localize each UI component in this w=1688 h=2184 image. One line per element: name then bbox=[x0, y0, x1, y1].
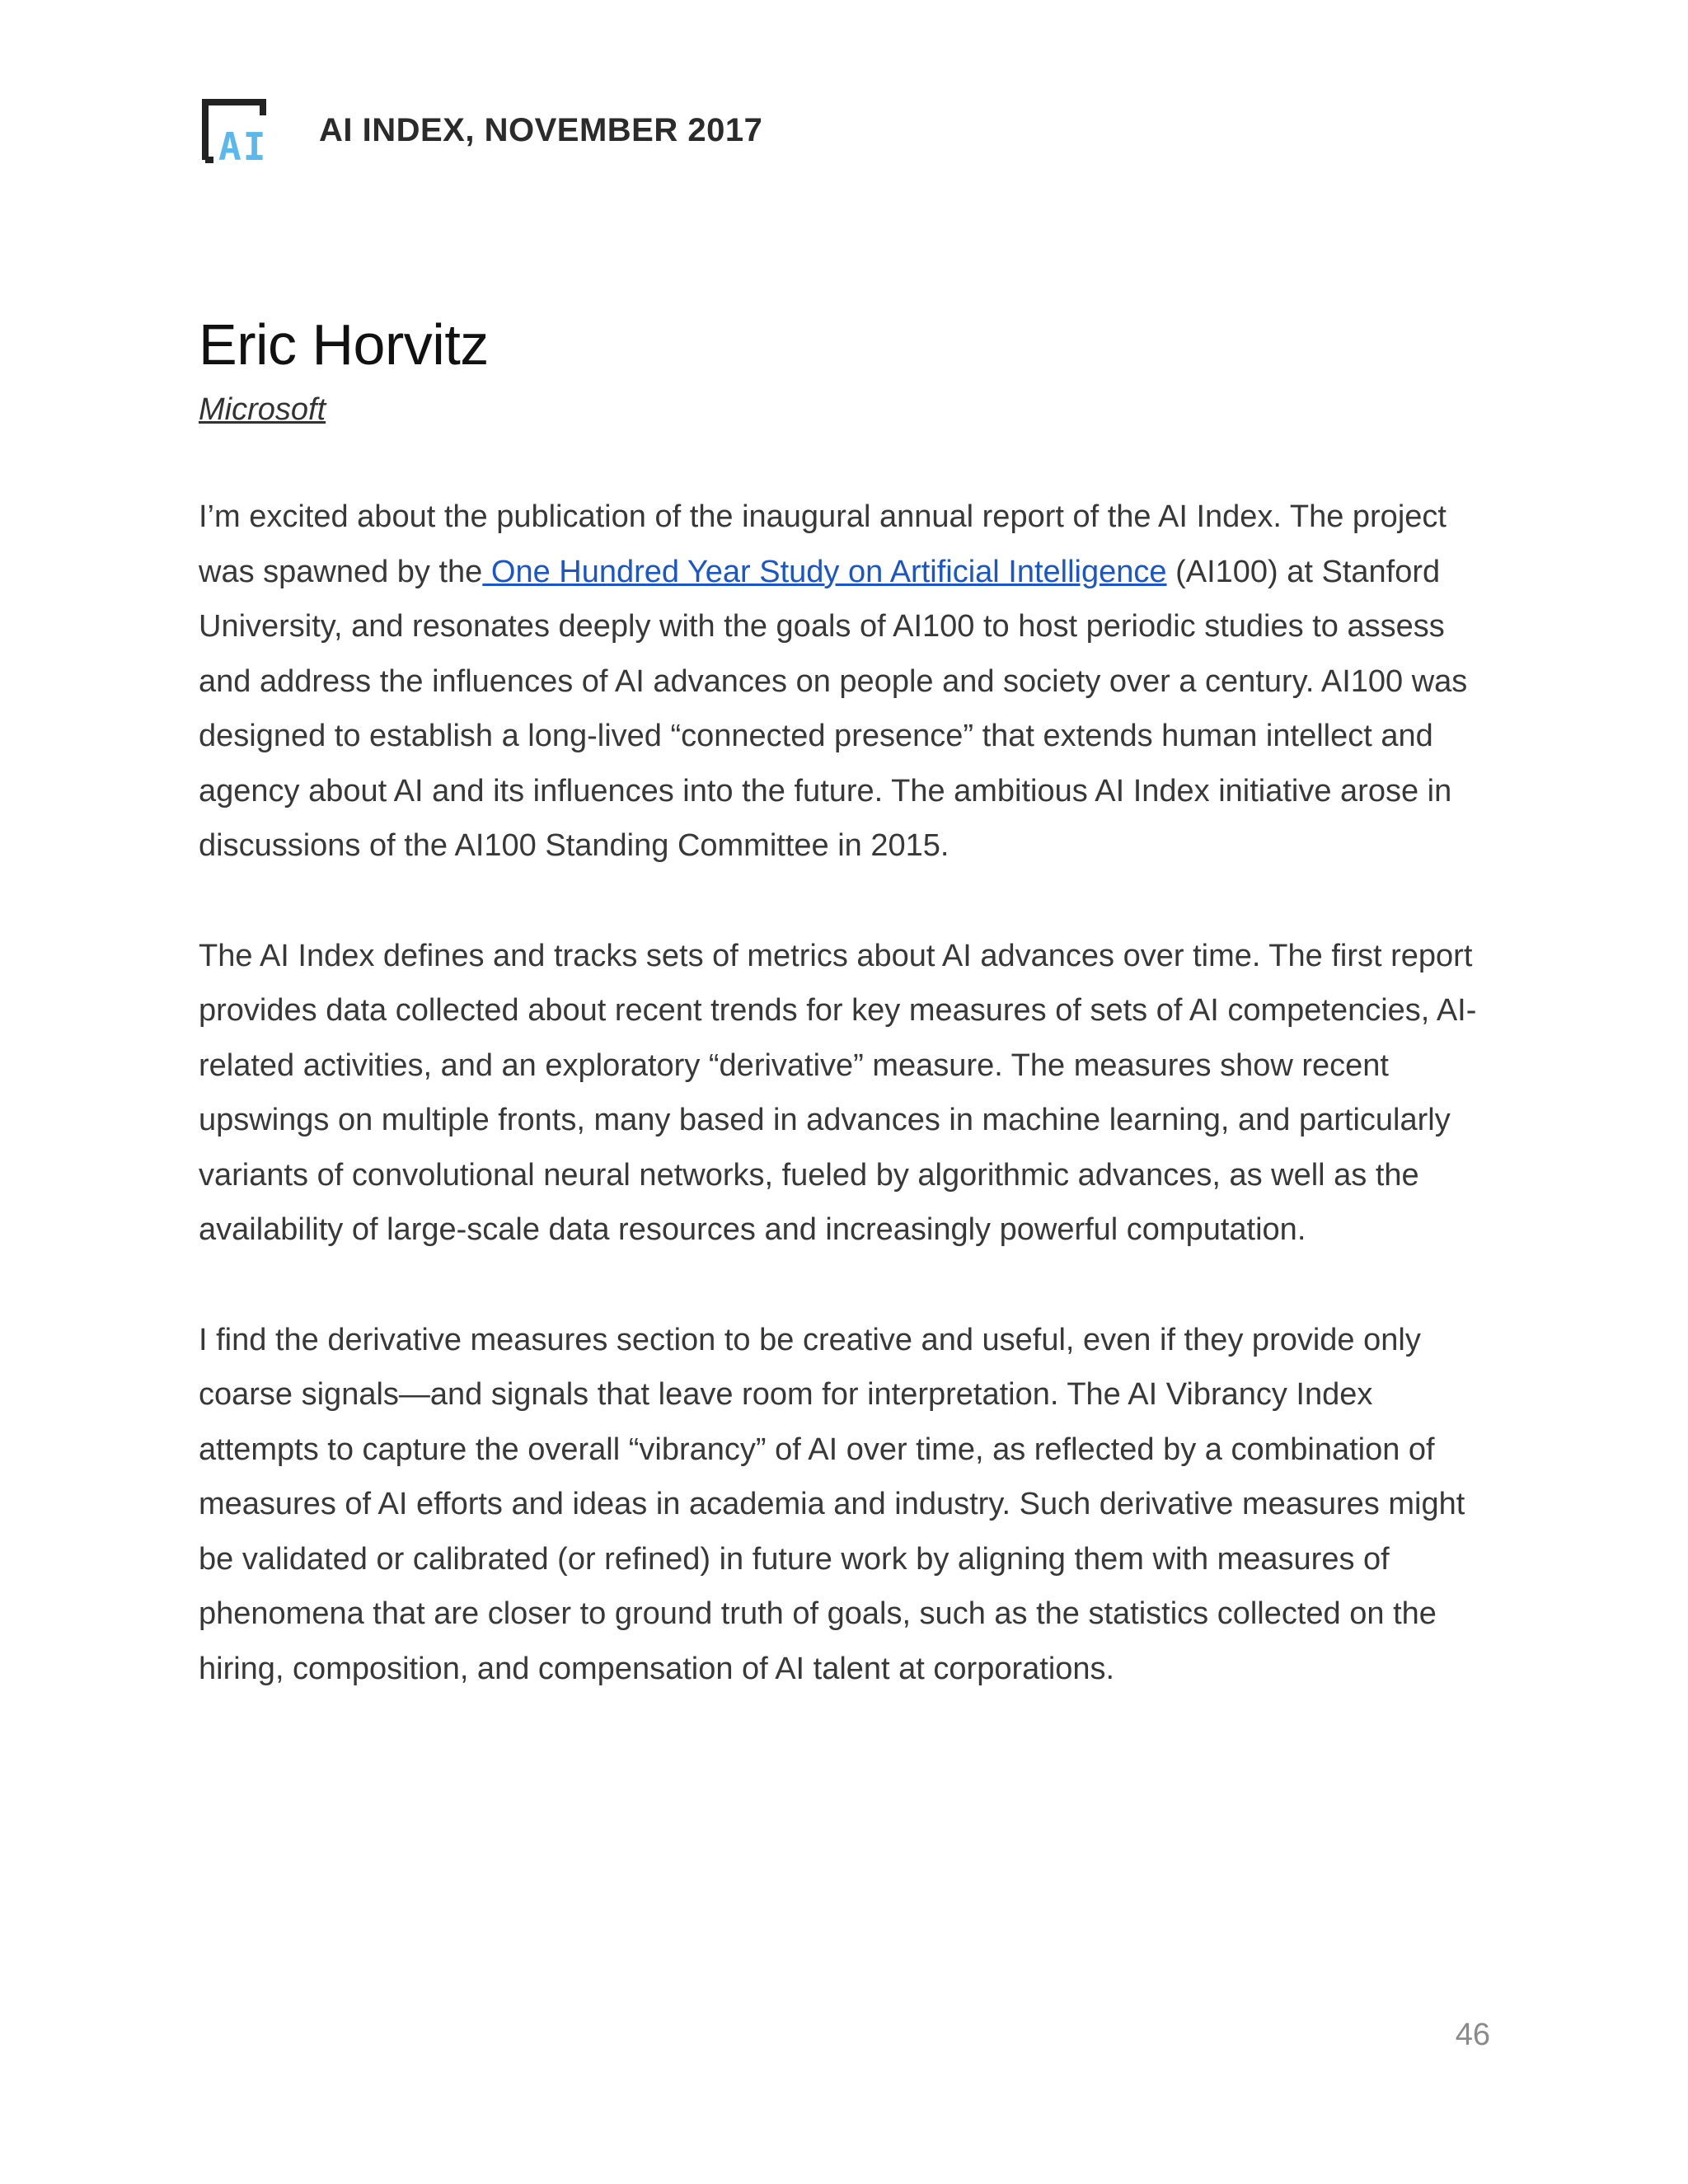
ai100-study-link[interactable]: One Hundred Year Study on Artificial Intelligence bbox=[482, 554, 1167, 589]
page-header bbox=[199, 97, 762, 163]
paragraph-1 bbox=[199, 490, 1501, 874]
essay-content bbox=[199, 307, 1501, 1751]
ai-index-logo bbox=[199, 97, 273, 163]
svg-text:AI: AI bbox=[218, 124, 268, 163]
paragraph-3: I find the derivative measures section to be creative and useful, even if they provide only coarse signals—and signals that leave room for interpretation. The AI Vibrancy Index attempts to capture the overall “vibrancy” of AI over time, as reflected by a combination of measures of AI efforts and ideas in academia and industry. Such derivative measures might be validated or calibrated (or refined) in future work by aligning them with measures of phenomena that are closer to ground truth of goals, such as the statistics collected on the hiring, composition, and compensation of AI talent at corporations. bbox=[199, 1322, 1465, 1686]
paragraph-2: The AI Index defines and tracks sets of metrics about AI advances over time. The first report provides data collected about recent trends for key measures of sets of AI competencies, AI-related activities, and an exploratory “derivative” measure. The measures show recent upswings on multiple fronts, many based in advances in machine learning, and particularly variants of convolutional neural networks, fueled by algorithmic advances, as well as the availability of large-scale data resources and increasingly powerful computation. bbox=[199, 938, 1477, 1247]
header-title: AI INDEX, NOVEMBER 2017 bbox=[319, 111, 763, 148]
page-number: 46 bbox=[1455, 2018, 1490, 2052]
paragraph-1-text-b: (AI100) at Stanford University, and resonates deeply with the goals of AI100 to host periodic studies to assess and address the influences of AI advances on people and society over a century. AI100 was designed to establish a long-lived “connected presence” that extends human intellect and agency about AI and its influences into the future. The ambitious AI Index initiative arose in discussions of the AI100 Standing Committee in 2015. bbox=[199, 554, 1468, 863]
author-name: Eric Horvitz bbox=[199, 312, 489, 377]
essay-body bbox=[199, 490, 1501, 1696]
paragraph-1-text-a: I’m excited about the publication of the inaugural annual report of the AI Index. The project was spawned by the bbox=[199, 499, 1447, 589]
author-affiliation: Microsoft bbox=[199, 392, 326, 427]
